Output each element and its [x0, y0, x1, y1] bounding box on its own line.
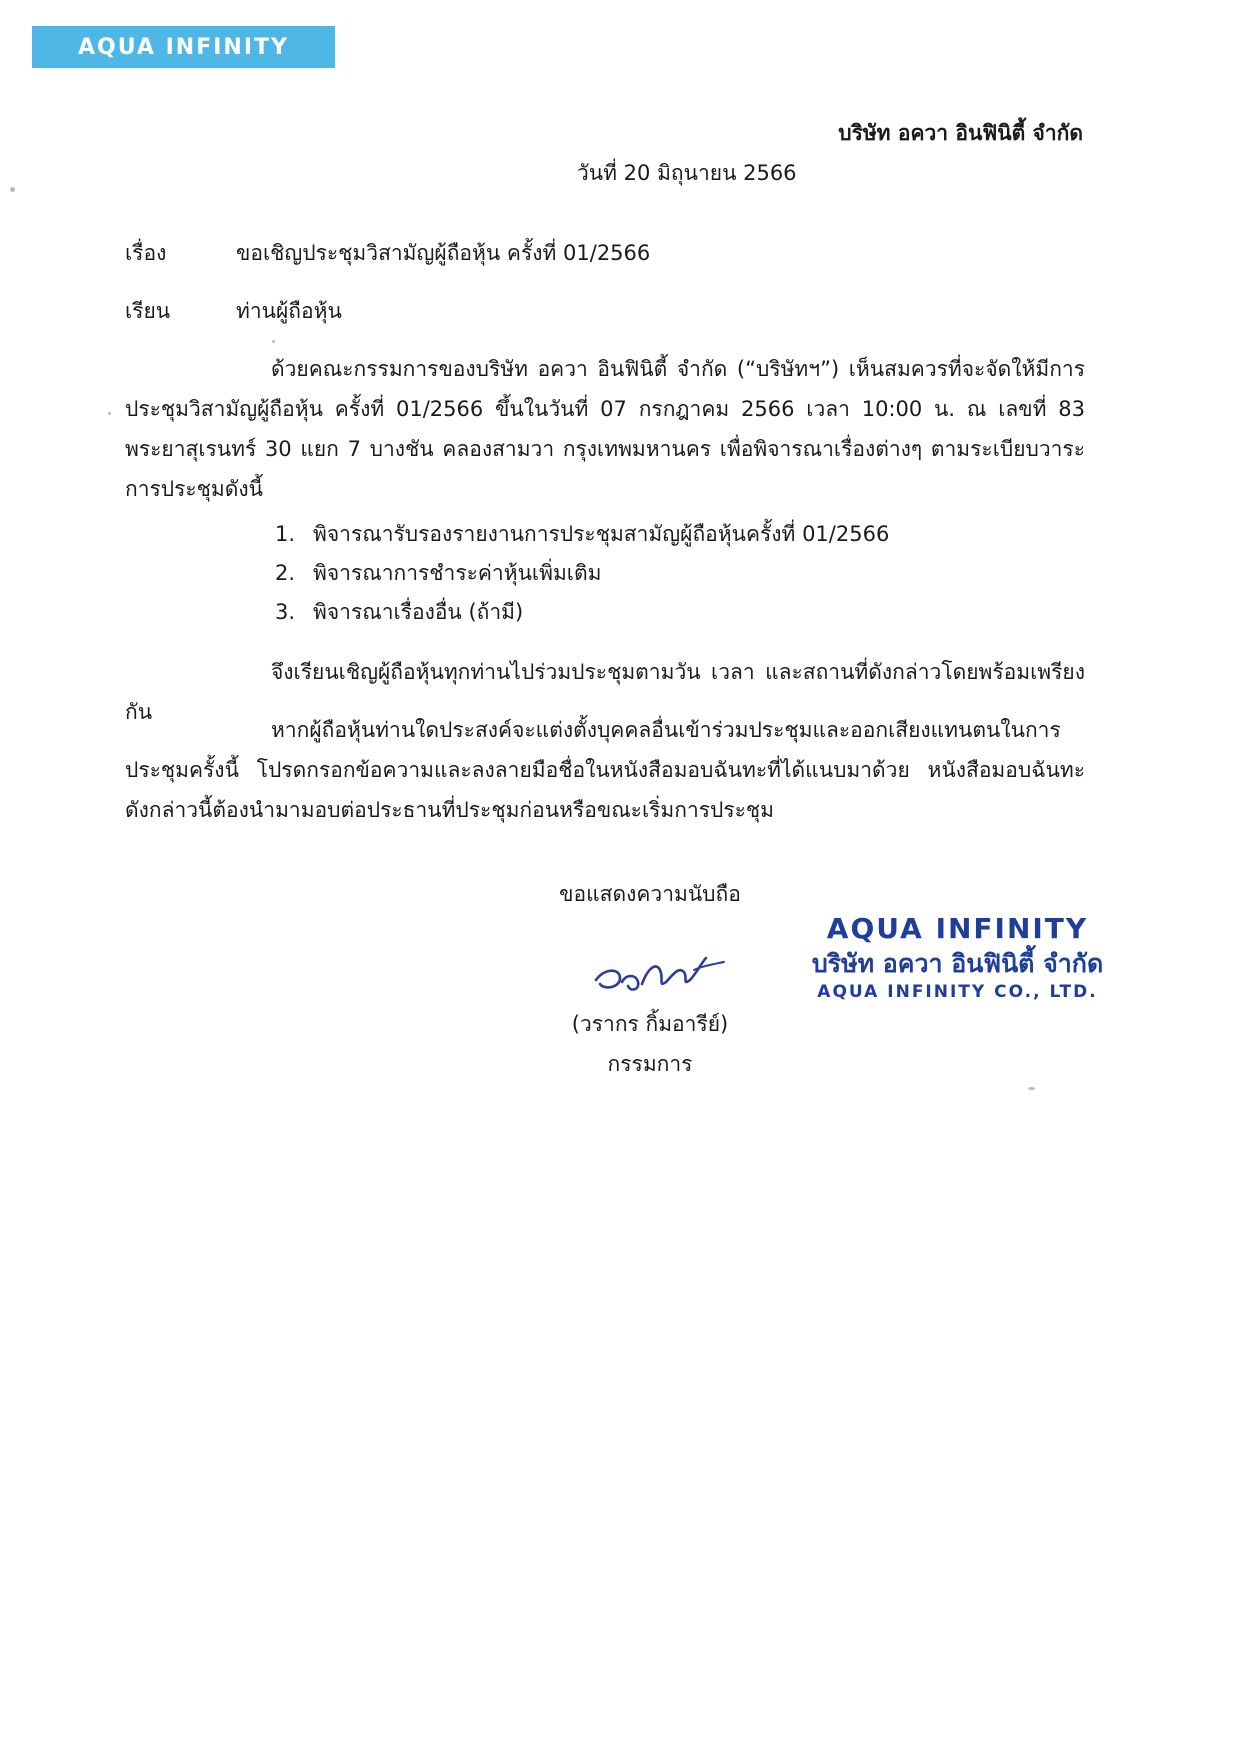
closing-salutation: ขอแสดงความนับถือ: [559, 882, 741, 906]
signer-name: (วรากร กิ้มอารีย์): [571, 1012, 729, 1036]
agenda-item: [275, 554, 889, 593]
stamp-thai-name: บริษัท อควา อินฟินิตี้ จำกัด: [811, 948, 1104, 978]
company-logo: [32, 26, 335, 68]
company-logo-text: AQUA INFINITY: [78, 34, 289, 60]
agenda-item-number: 2.: [275, 561, 296, 585]
body-paragraph-invitation: ด้วยคณะกรรมการของบริษัท อควา อินฟินิตี้ จำกัด (“บริษัทฯ”) เห็นสมควรที่จะจัดให้มีการประชุมวิสามัญผู้ถือหุ้น ครั้งที่ 01/2566 ขึ้นในวันที่ 07 กรกฎาคม 2566 เวลา 10:00 น. ณ เลขที่ 83 พระยาสุเรนทร์ 30 แยก 7 บางชัน คลองสามวา กรุงเทพมหานคร เพื่อพิจารณาเรื่องต่างๆ ตามระเบียบวาระการประชุมดังนี้: [125, 357, 1085, 501]
company-name-header: บริษัท อควา อินฟินิตี้ จำกัด: [838, 121, 1083, 145]
agenda-item-number: 3.: [275, 600, 296, 624]
agenda-item-number: 1.: [275, 522, 296, 546]
scan-speck: [1028, 1087, 1035, 1090]
scan-speck: [108, 412, 111, 415]
company-stamp: [805, 912, 1110, 1003]
agenda-item: [275, 515, 889, 554]
subject-value: ขอเชิญประชุมวิสามัญผู้ถือหุ้น ครั้งที่ 01/2566: [236, 241, 651, 265]
letter-date: วันที่ 20 มิถุนายน 2566: [577, 161, 797, 185]
agenda-item: [275, 593, 889, 632]
scan-speck: [272, 340, 275, 343]
agenda-item-text: พิจารณาการชำระค่าหุ้นเพิ่มเติม: [313, 561, 602, 585]
signature: [590, 940, 740, 1002]
recipient-value: ท่านผู้ถือหุ้น: [236, 299, 342, 323]
signer-title: กรรมการ: [607, 1052, 693, 1076]
stamp-brand: AQUA INFINITY: [826, 912, 1089, 945]
stamp-english-name: AQUA INFINITY CO., LTD.: [817, 981, 1098, 1002]
scan-speck: [10, 187, 15, 192]
agenda-list: [275, 515, 889, 632]
body-paragraph-attendance: จึงเรียนเชิญผู้ถือหุ้นทุกท่านไปร่วมประชุมตามวัน เวลา และสถานที่ดังกล่าวโดยพร้อมเพรียงกัน: [125, 660, 1085, 724]
recipient-label: เรียน: [125, 299, 171, 323]
agenda-item-text: พิจารณารับรองรายงานการประชุมสามัญผู้ถือหุ้นครั้งที่ 01/2566: [313, 522, 890, 546]
subject-label: เรื่อง: [125, 241, 167, 265]
agenda-item-text: พิจารณาเรื่องอื่น (ถ้ามี): [313, 600, 524, 624]
body-paragraph-proxy: หากผู้ถือหุ้นท่านใดประสงค์จะแต่งตั้งบุคคลอื่นเข้าร่วมประชุมและออกเสียงแทนตนในการประชุมครั้งนี้ โปรดกรอกข้อความและลงลายมือชื่อในหนังสือมอบฉันทะที่ได้แนบมาด้วย หนังสือมอบฉันทะดังกล่าวนี้ต้องนำมามอบต่อประธานที่ประชุมก่อนหรือขณะเริ่มการประชุม: [125, 718, 1085, 822]
